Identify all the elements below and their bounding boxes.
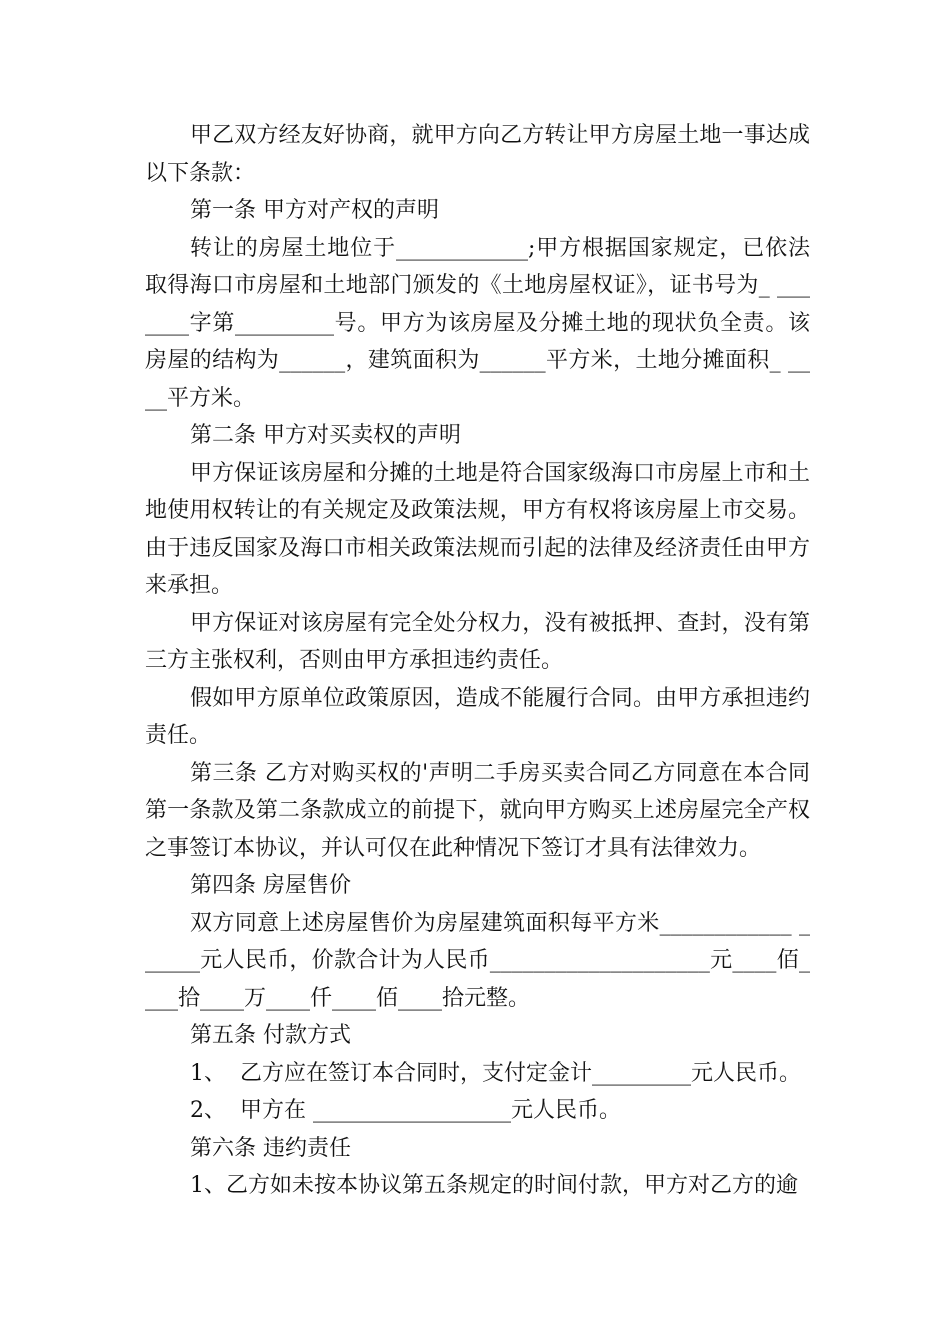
article-3-paragraph: 第三条 乙方对购买权的'声明二手房买卖合同乙方同意在本合同第一条款及第二条款成立的前提下，就向甲方购买上述房屋完全产权之事签订本协议，并认可仅在此种情况下签订才具有法律效力。 <box>145 760 810 861</box>
article-4-heading: 第四条 房屋售价 <box>190 873 351 898</box>
intro-paragraph: 甲乙双方经友好协商，就甲方向乙方转让甲方房屋土地一事达成以下条款： <box>145 123 810 186</box>
article-6-heading: 第六条 违约责任 <box>190 1135 351 1161</box>
article-2-heading: 第二条 甲方对买卖权的声明 <box>190 423 461 448</box>
article-5-item-1: 1、 乙方应在签订本合同时，支付定金计_________元人民币。 <box>190 1060 801 1086</box>
article-5-heading: 第五条 付款方式 <box>190 1023 351 1048</box>
article-5-item-2: 2、 甲方在 __________________元人民币。 <box>190 1098 621 1123</box>
article-2-paragraph-1: 甲方保证该房屋和分摊的土地是符合国家级海口市房屋上市和土地使用权转让的有关规定及政策法规，甲方有权将该房屋上市交易。由于违反国家及海口市相关政策法规而引起的法律及经济责任由甲方来承担。 <box>145 460 810 598</box>
contract-body <box>145 117 810 1205</box>
article-4-paragraph: 双方同意上述房屋售价为房屋建筑面积每平方米____________ ______元人民币，价款合计为人民币____________________元____佰____拾____万____仟____佰____拾元整。 <box>145 910 810 1011</box>
article-6-item-1: 1、乙方如未按本协议第五条规定的时间付款，甲方对乙方的逾 <box>190 1173 798 1198</box>
article-2-paragraph-2: 甲方保证对该房屋有完全处分权力，没有被抵押、查封，没有第三方主张权利，否则由甲方承担违约责任。 <box>145 610 810 673</box>
article-2-paragraph-3: 假如甲方原单位政策原因，造成不能履行合同。由甲方承担违约责任。 <box>145 685 810 748</box>
article-1-paragraph: 转让的房屋土地位于____________;甲方根据国家规定，已依法取得海口市房屋和土地部门颁发的《土地房屋权证》，证书号为_ _______字第_________号。甲方为该房屋及分摊土地的现状负全责。该房屋的结构为______，建筑面积为______平方米，土地分摊面积_ ____平方米。 <box>145 235 810 411</box>
article-1-heading: 第一条 甲方对产权的声明 <box>190 198 439 223</box>
